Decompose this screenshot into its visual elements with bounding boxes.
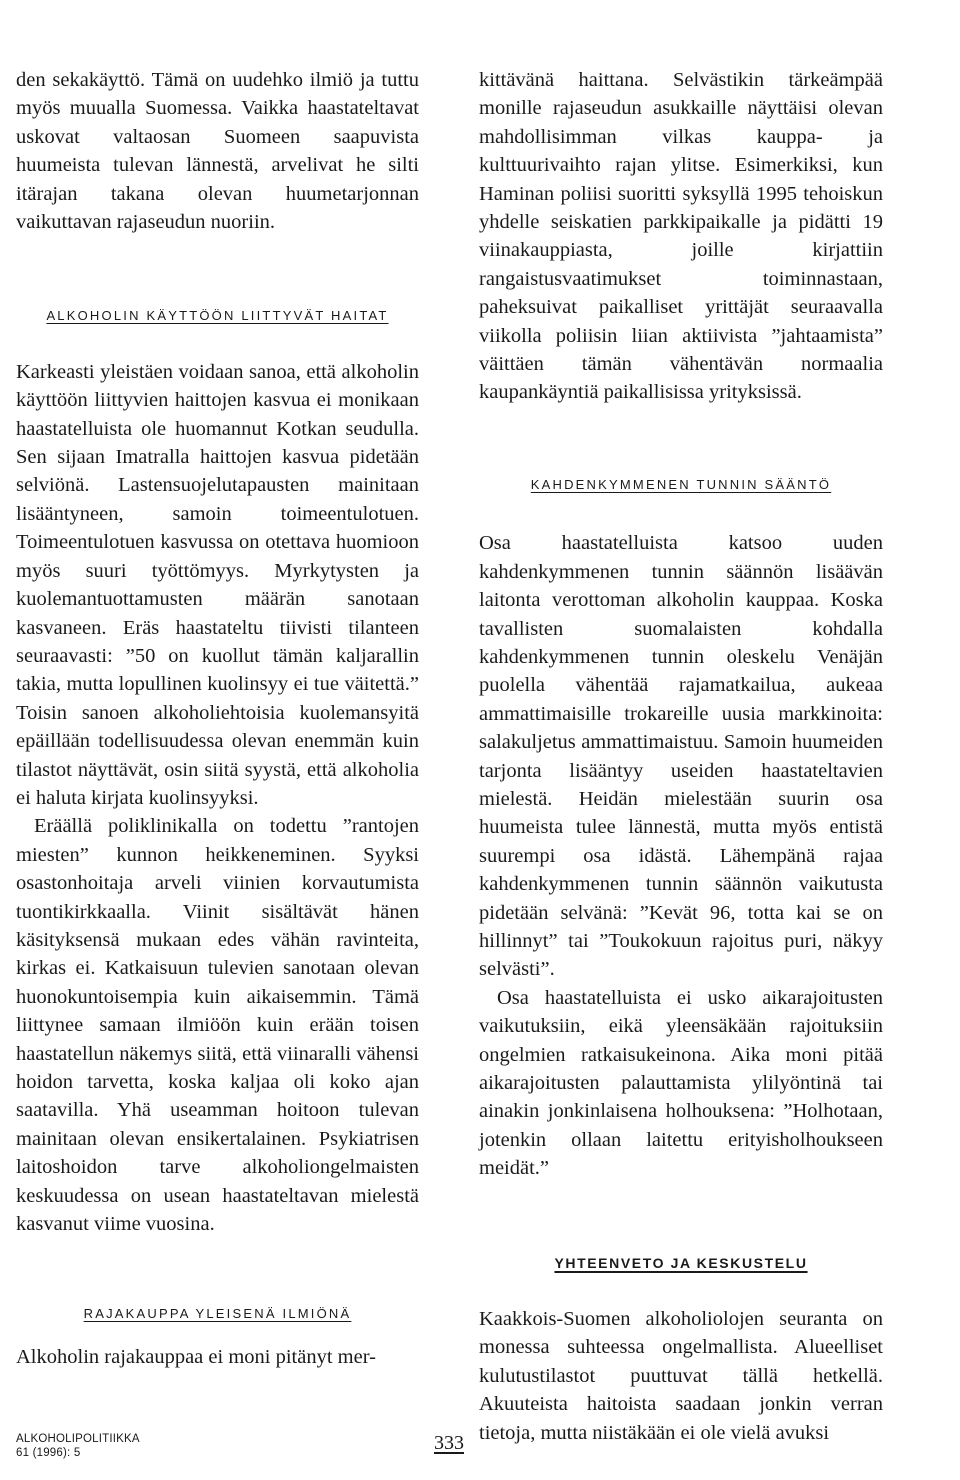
paragraph-saanto-1: Osa haastatelluista katsoo uuden kahdenkymmenen tunnin säännön lisäävän laitonta verottoman alkoholin kauppaa. Koska tavallisten suomalaisten kohdalla kahdenkymmenen tunnin oleskelu Venäjän puolella vähentää rajamatkailua, aukeaa ammattimaisille trokareille uusia markkinoita: salakuljetus ammattimaistuu. Samoin huumeiden tarjonta lisääntyy useiden haastateltavien mielestä. Heidän mielestään suurin osa huumeista tulee lännestä, mutta myös entistä suurempi osa idästä. Lähempänä rajaa kahdenkymmenen tunnin säännön vaikutusta pidetään selvänä: ”Kevät 96, totta kai se on hillinnyt” tai ”Toukokuun rajoitus puri, näkyy selvästi”. (479, 532, 883, 981)
journal-issue: 61 (1996): 5 (16, 1447, 81, 1459)
paragraph-saanto-2: Osa haastatelluista ei usko aikarajoitusten vaikutuksiin, eikä yleensäkään rajoituksiin ongelmien ratkaisukeinona. Aika moni pitää aikarajoitusten palauttamista ylilyöntinä tai ainakin jonkinlaisena holhouksena: ”Holhotaan, jotenkin ollaan laitettu erityisholhoukseen meidät.” (479, 986, 883, 1180)
section-heading-saanto: KAHDENKYMMENEN TUNNIN SÄÄNTÖ (530, 476, 832, 492)
paragraph-rajakauppa-start: Alkoholin rajakauppaa ei moni pitänyt mer- (16, 1345, 376, 1368)
paragraph-continued: kittävänä haittana. Selvästikin tärkeämpää monille rajaseudun asukkaille näyttäisi olevan mahdollisimman vilkas kauppa- ja kulttuurivaihto rajan ylitse. Esimerkiksi, kun Haminan poliisi suoritti syksyllä 1995 tehoiskun yhdelle seiskatien parkkipaikalle ja pidätti 19 viinakauppiasta, joille kirjattiin rangaistusvaatimukset toiminnastaan, paheksuivat paikalliset yrittäjät seuraavalla viikolla poliisin liian aktiivista ”jahtaamista” väittäen tämän vähentävän normaalia kaupankäyntiä paikallisissa yrityksissä. (479, 69, 883, 404)
paragraph-yhteenveto: Kaakkois-Suomen alkoholiolojen seuranta on monessa suhteessa ongelmallista. Alueelliset kulutustilastot puuttuvat tällä hetkellä. Akuuteista haitoista saadaan jonkin verran tietoja, mutta niistäkään ei ole vielä avuksi (479, 1308, 883, 1444)
right-column (479, 66, 883, 1447)
left-column (16, 66, 419, 1371)
paragraph-haitat-1: Karkeasti yleistäen voidaan sanoa, että alkoholin käyttöön liittyvien haittojen kasvua ei monikaan haastatelluista ole huomannut Kotkan seudulla. Sen sijaan Imatralla haittojen kasvua pidetään selviönä. Lastensuojelutapausten mainitaan lisääntyneen, samoin toimeentulotuen. Toimeentulotuen kasvussa on otettava huomioon myös suuri työttömyys. Myrkytysten ja kuolemantuottamusten määrän sanotaan kasvaneen. Eräs haastateltu tiivisti tilanteen seuraavasti: ”50 on kuollut tämän kaljarallin takia, mutta lopullinen kuolinsyy ei tue väitettä.” Toisin sanoen alkoholiehtoisia kuolemansyitä epäillään todellisuudessa olevan enemmän kuin tilastot näyttävät, osin siitä syystä, että alkoholia ei haluta kirjata kuolinsyyksi. (16, 360, 419, 809)
section-heading-rajakauppa: RAJAKAUPPA YLEISENÄ ILMIÖNÄ (83, 1306, 352, 1322)
section-heading-yhteenveto: YHTEENVETO JA KESKUSTELU (554, 1254, 808, 1271)
journal-reference (16, 1432, 140, 1460)
paragraph-intro: den sekakäyttö. Tämä on uudehko ilmiö ja tuttu myös muualla Suomessa. Vaikka haastateltavat uskovat valtaosan Suomeen saapuvista huumeista tulevan lännestä, arvelivat he silti itärajan takana olevan huumetarjonnan vaikuttavan rajaseudun nuoriin. (16, 69, 419, 234)
page-number: 333 (434, 1432, 464, 1454)
paragraph-haitat-2: Eräällä poliklinikalla on todettu ”rantojen miesten” kunnon heikkeneminen. Syyksi osastonhoitaja arveli viinien korvautumista tuontikirkkaalla. Viinit sisältävät hänen käsityksensä mukaan edes vähän ravinteita, kirkas ei. Katkaisuun tulevien sanotaan olevan huonokuntoisempia kuin aikaisemmin. Tämä liittynee samaan ilmiöön kuin erään toisen haastatellun näkemys siitä, että viinaralli vähensi hoidon tarvetta, koska kaljaa oli koko ajan saatavilla. Yhä useamman hoitoon tulevan mainitaan olevan ensikertalainen. Psykiatrisen laitoshoidon tarve alkoholiongelmaisten keskuudessa on usean haastateltavan mielestä kasvanut viime vuosina. (16, 815, 419, 1236)
section-heading-haitat: ALKOHOLIN KÄYTTÖÖN LIITTYVÄT HAITAT (46, 308, 389, 324)
journal-name: ALKOHOLIPOLITIIKKA (16, 1433, 140, 1445)
